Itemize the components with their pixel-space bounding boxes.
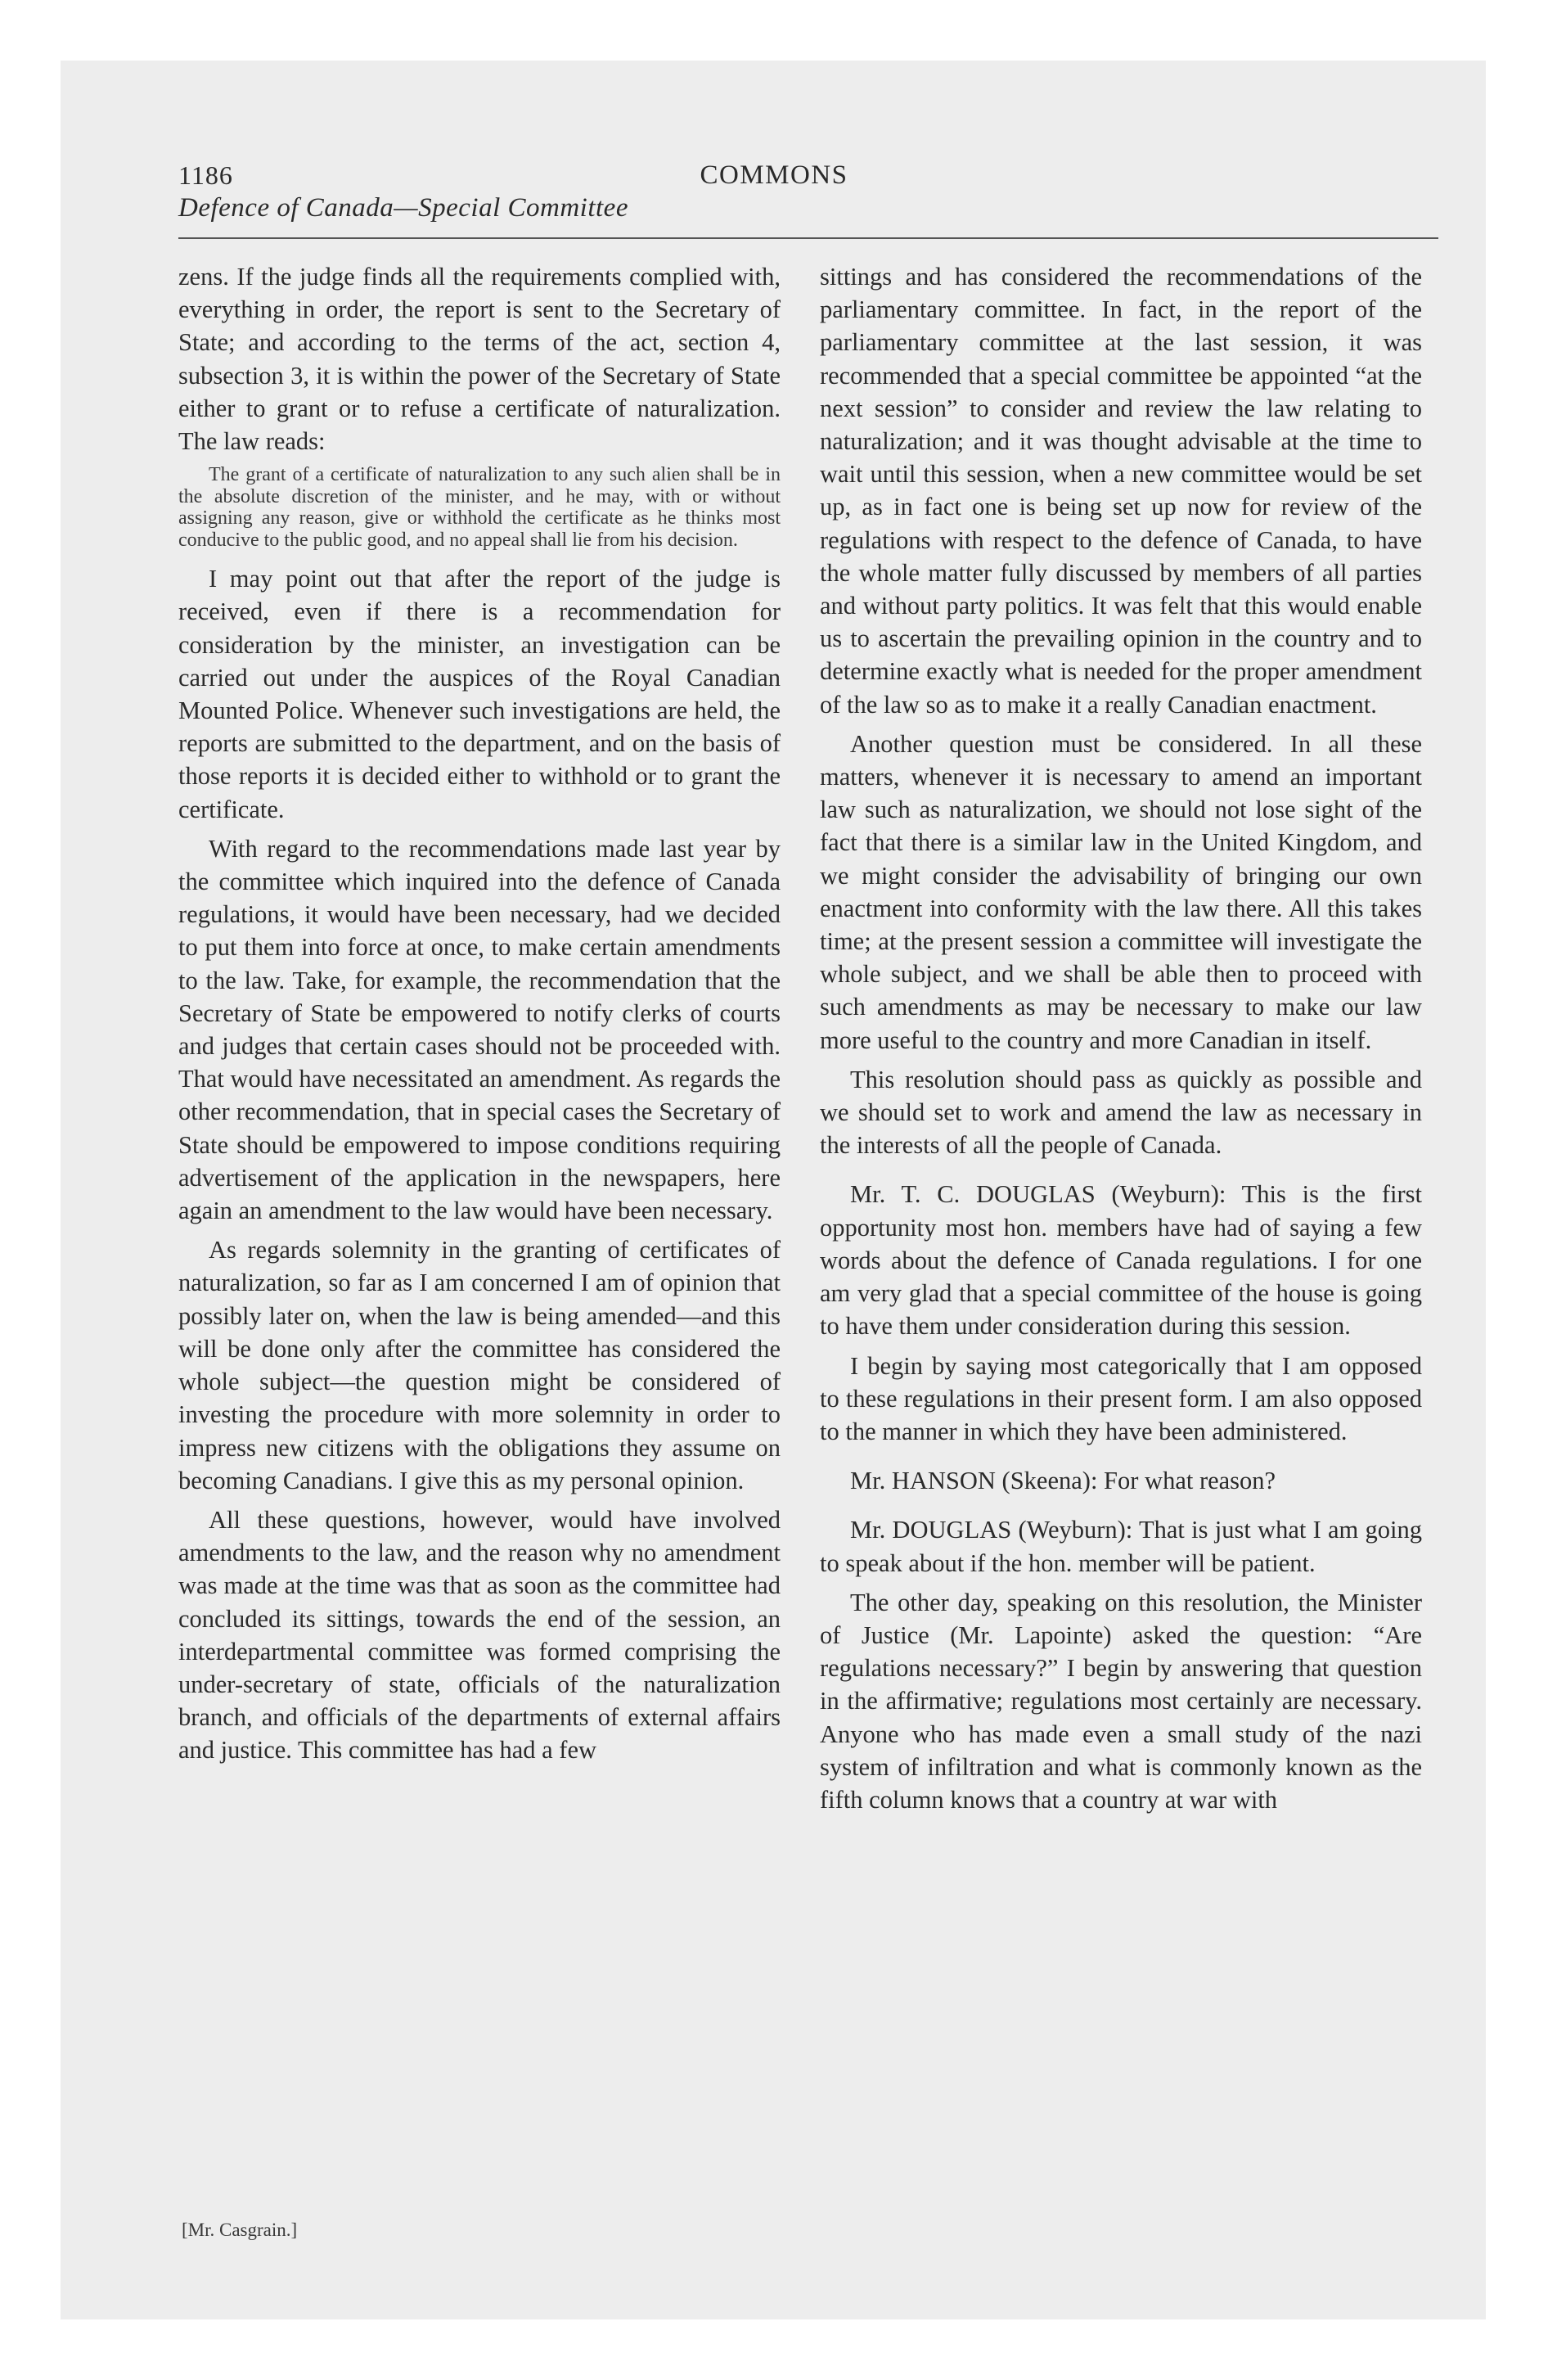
paragraph: sittings and has considered the recommendations of the parliamentary committee. In fact, in the report of the parliamentary committee at the last session, it was recommended that a special committee be appointed “at the next session” to consider and review the law relating to naturalization; and it was thought advisable at the time to wait until this session, when a new committee would be set up, as in fact one is being set up now for review of the regulations with respect to the defence of Canada, to have the whole matter fully discussed by members of all parties and without party politics. It was felt that this would enable us to ascertain the prevailing opinion in the country and to determine exactly what is needed for the proper amendment of the law so as to make it a really Canadian enactment. [820, 263, 1422, 719]
page-number: 1186 [178, 160, 233, 190]
right-column [820, 260, 1422, 1823]
speaker-footer: [Mr. Casgrain.] [182, 2220, 298, 2240]
speech-paragraph: Mr. T. C. DOUGLAS (Weyburn): This is the first opportunity most hon. members have had of saying a few words about the defence of Canada regulations. I for one am very glad that a special committee of the house is going to have them under consideration during this session. [820, 1180, 1422, 1341]
paragraph: This resolution should pass as quickly as possible and we should set to work and amend the law as necessary in the interests of all the people of Canada. [820, 1065, 1422, 1160]
paragraph: Another question must be considered. In all these matters, whenever it is necessary to amend an important law such as naturalization, we should not lose sight of the fact that there is a similar law in the United Kingdom, and we might consider the advisability of bringing our own enactment into conformity with the law there. All this takes time; at the present session a committee will investigate the whole subject, and we shall be able then to proceed with such amendments as may be necessary to make our law more useful to the country and more Canadian in itself. [820, 729, 1422, 1054]
header-rule [178, 237, 1438, 239]
paragraph: I may point out that after the report of the judge is received, even if there is a recommendation for consideration by the minister, an investigation can be carried out under the auspices of the Royal Canadian Mounted Police. Whenever such investigations are held, the reports are submitted to the department, and on the basis of those reports it is decided either to withhold or to grant the certificate. [178, 565, 781, 823]
paragraph: zens. If the judge finds all the requirements complied with, everything in order, the report is sent to the Secretary of State; and according to the terms of the act, section 4, subsection 3, it is within the power of the Secretary of State either to grant or to refuse a certificate of naturalization. The law reads: [178, 263, 781, 456]
paragraph: The other day, speaking on this resolution, the Minister of Justice (Mr. Lapointe) asked the question: “Are regulations necessary?” I begin by answering that question in the affirmative; regulations most certainly are necessary. Anyone who has made even a small study of the nazi system of infiltration and what is commonly known as the fifth column knows that a country at war with [820, 1588, 1422, 1814]
section-title: Defence of Canada—Special Committee [178, 193, 628, 223]
paragraph: I begin by saying most categorically that I am opposed to these regulations in their present form. I am also opposed to the manner in which they have been administered. [820, 1351, 1422, 1445]
paragraph: With regard to the recommendations made last year by the committee which inquired into the defence of Canada regulations, it would have been necessary, had we decided to put them into force at once, to make certain amendments to the law. Take, for example, the recommendation that the Secretary of State be empowered to notify clerks of courts and judges that certain cases should not be proceeded with. That would have necessitated an amendment. As regards the other recommendation, that in special cases the Secretary of State should be empowered to impose conditions requiring advertisement of the application in the newspapers, here again an amendment to the law would have been necessary. [178, 834, 781, 1225]
speech-paragraph: Mr. HANSON (Skeena): For what reason? [850, 1467, 1276, 1495]
running-head: COMMONS [700, 160, 848, 190]
paragraph: All these questions, however, would have involved amendments to the law, and the reason why no amendment was made at the time was that as soon as the committee had concluded its sittings, towards the end of the session, an interdepartmental committee was formed comprising the under-secretary of state, officials of the naturalization branch, and officials of the departments of external affairs and justice. This committee has had a few [178, 1505, 781, 1765]
statute-quote: The grant of a certificate of naturalization to any such alien shall be in the absolute discretion of the minister, and he may, with or without assigning any reason, give or withhold the certificate as he thinks most conducive to the public good, and no appeal shall lie from his decision. [178, 464, 781, 551]
paragraph: As regards solemnity in the granting of certificates of naturalization, so far as I am concerned I am of opinion that possibly later on, when the law is being amended—and this will be done only after the committee has considered the whole subject—the question might be considered of investing the procedure with more solemnity in order to impress new citizens with the obligations they assume on becoming Canadians. I give this as my personal opinion. [178, 1236, 781, 1494]
left-column [178, 260, 781, 1774]
speech-paragraph: Mr. DOUGLAS (Weyburn): That is just what I am going to speak about if the hon. member will be patient. [820, 1516, 1422, 1577]
